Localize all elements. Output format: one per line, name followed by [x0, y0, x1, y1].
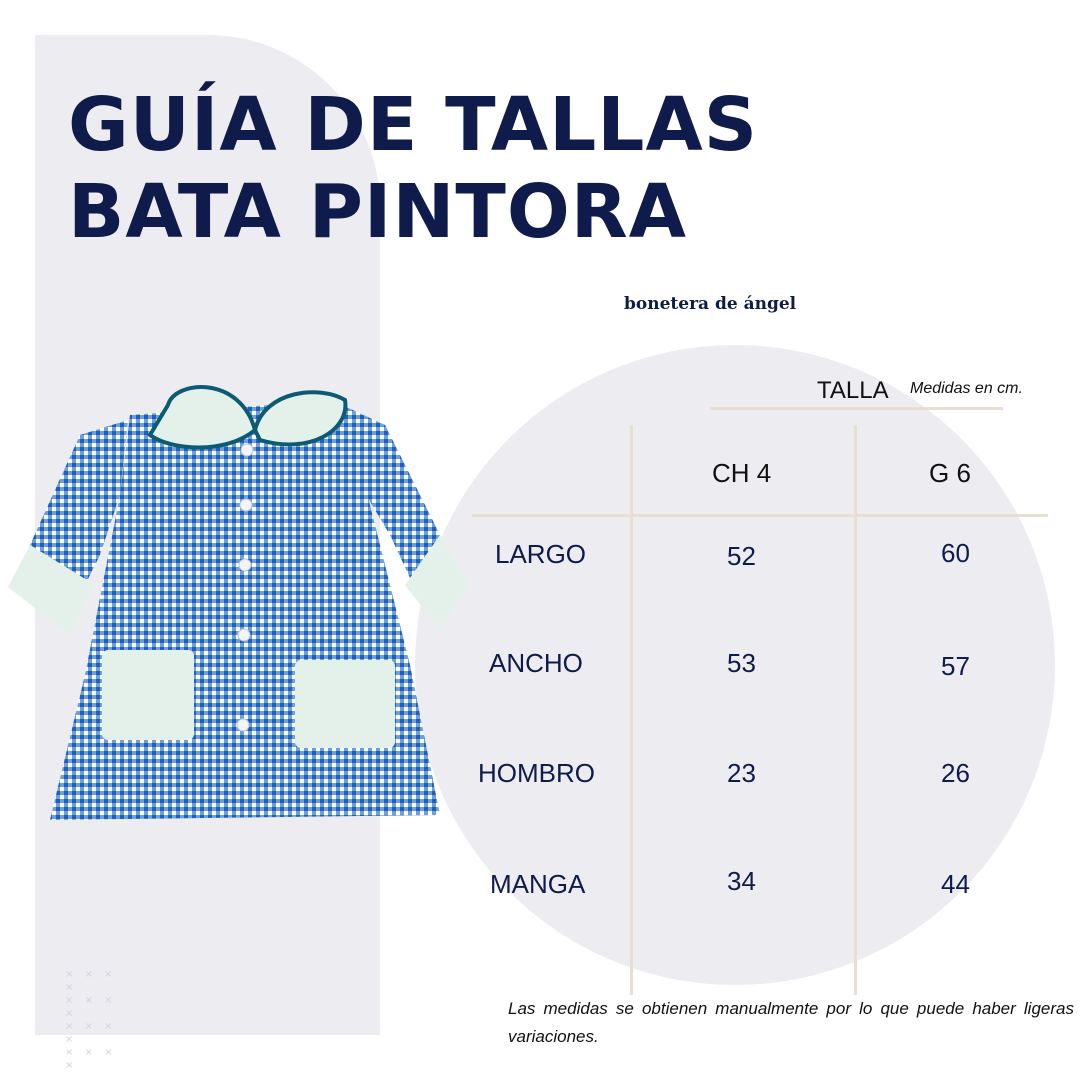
column-divider-2: [854, 425, 857, 995]
units-note: Medidas en cm.: [910, 380, 1023, 397]
table-header-divider: [472, 514, 1048, 517]
row-label-manga: MANGA: [490, 869, 586, 899]
size-header-label: TALLA: [817, 377, 889, 404]
page-title-line2: BATA PINTORA: [68, 169, 688, 255]
size-ch4-header: CH 4: [712, 458, 772, 488]
value-largo-ch4: 52: [727, 541, 756, 571]
value-hombro-g6: 26: [941, 758, 970, 788]
row-label-ancho: ANCHO: [489, 648, 583, 678]
measurement-disclaimer: Las medidas se obtienen manualmente por lo que puede haber ligeras variaciones.: [508, 999, 1074, 1046]
row-label-hombro: HOMBRO: [478, 758, 595, 788]
header-underline: [710, 407, 1003, 410]
value-hombro-ch4: 23: [727, 758, 756, 788]
value-largo-g6: 60: [941, 538, 970, 568]
brand-logo: bonetera de ángel: [624, 294, 797, 314]
value-manga-g6: 44: [941, 869, 970, 899]
row-label-largo: LARGO: [495, 539, 587, 569]
smock-dress-image: [0, 375, 470, 845]
page-title-line1: GUÍA DE TALLAS: [68, 82, 759, 168]
decorative-crosses: × × × × × × × × × × × × × × × ×: [65, 969, 117, 1071]
value-ancho-ch4: 53: [727, 648, 756, 678]
value-manga-ch4: 34: [727, 866, 756, 896]
size-g6-header: G 6: [929, 458, 971, 488]
value-ancho-g6: 57: [941, 651, 970, 681]
column-divider-1: [630, 425, 633, 995]
